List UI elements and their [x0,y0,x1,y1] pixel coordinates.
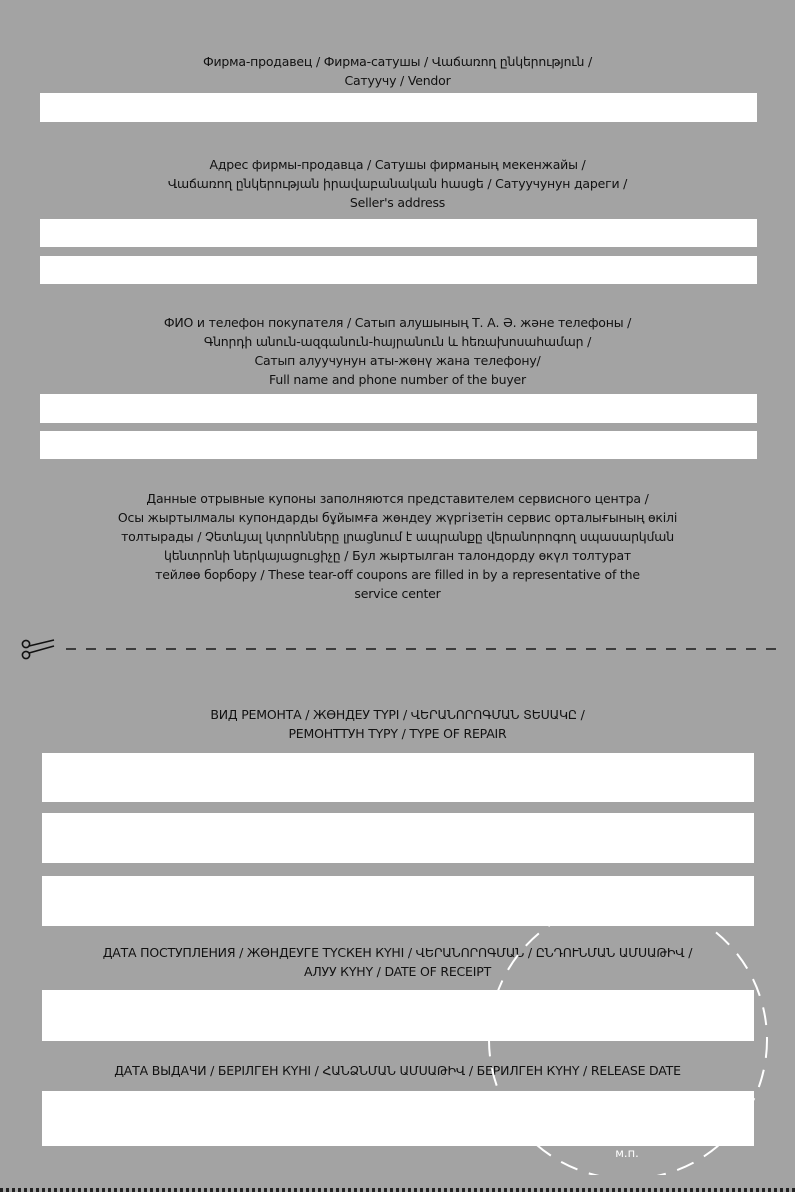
scissors-icon [22,640,54,659]
perforated-edge [0,1188,795,1192]
buyer-label-line: ФИО и телефон покупателя / Сатып алушының Т. А. Ә. және телефоны / [163,315,632,330]
coupon-notice-line: կենտրոնի ներկայացուցիչը / Бул жыртылган талондорду өкүл толтурат [163,548,632,563]
buyer-field-1[interactable] [40,394,757,423]
address-label [20,155,775,212]
buyer-field-2[interactable] [40,431,757,459]
stamp-area [483,905,773,1175]
cut-line [20,636,780,662]
repair-type-label-line: ВИД РЕМОНТА / ЖӨНДЕУ ТҮРІ / ՎԵՐԱՆՈՐՈԳՄԱՆ ՏԵՍԱԿԸ / [210,707,585,722]
address-field-1[interactable] [40,219,757,247]
stamp-circle [489,905,767,1175]
coupon-notice-line: толтырады / Չետևյալ կտրոնները լրացնում է ապրանքը վերանորոգող սպասարկման [121,529,674,544]
vendor-field[interactable] [40,93,757,122]
repair-type-label [20,705,775,743]
release-date-label-line: ДАТА ВЫДАЧИ / БЕРІЛГЕН КҮНІ / ՀԱՆՁՆՄԱՆ ԱՄՍԱԹԻՎ / БЕРИЛГЕН КҮНҮ / RELEASE DATE [114,1063,681,1078]
address-label-line: Адрес фирмы-продавца / Сатушы фирманың мекенжайы / [209,157,586,172]
vendor-label-line: Фирма-продавец / Фирма-сатушы / Վաճառող ընկերություն / [202,54,593,69]
coupon-notice-line: Осы жыртылмалы купондарды бұйымға жөндеу жүргізетін сервис орталығының өкілі [117,510,678,525]
receipt-date-label-line: АЛУУ КҮНҮ / DATE OF RECEIPT [303,964,492,979]
buyer-label [20,313,775,389]
buyer-label-line: Գնորդի անուն-ազգանուն-հայրանուն և հեռախոսահամար / [203,334,592,349]
coupon-notice [20,489,775,603]
coupon-notice-line: service center [354,586,441,601]
vendor-label-line: Сатуучу / Vendor [344,73,451,88]
repair-type-field-2[interactable] [42,813,754,863]
coupon-notice-line: тейлөө борбору / These tear-off coupons are filled in by a representative of the [155,567,640,582]
address-field-2[interactable] [40,256,757,284]
repair-type-field-1[interactable] [42,753,754,802]
buyer-label-line: Сатып алуучунун аты-жөнү жана телефону/ [254,353,541,368]
receipt-date-label-line: ДАТА ПОСТУПЛЕНИЯ / ЖӨНДЕУГЕ ТҮСКЕН КҮНІ / ՎԵՐԱՆՈՐՈԳՄԱՆ / ԸՆԴՈՒՆՄԱՆ ԱՄՍԱԹԻՎ / [102,945,693,960]
buyer-label-line: Full name and phone number of the buyer [269,372,526,387]
address-label-line: Seller's address [349,195,446,210]
address-label-line: Վաճառող ընկերության իրավաբանական հասցե / Сатуучунун дареги / [167,176,628,191]
stamp-label: м.п. [615,1146,639,1160]
vendor-label [20,52,775,90]
repair-type-label-line: РЕМОНТТУН ТҮРҮ / TYPE OF REPAIR [288,726,507,741]
coupon-notice-line: Данные отрывные купоны заполняются представителем сервисного центра / [146,491,649,506]
